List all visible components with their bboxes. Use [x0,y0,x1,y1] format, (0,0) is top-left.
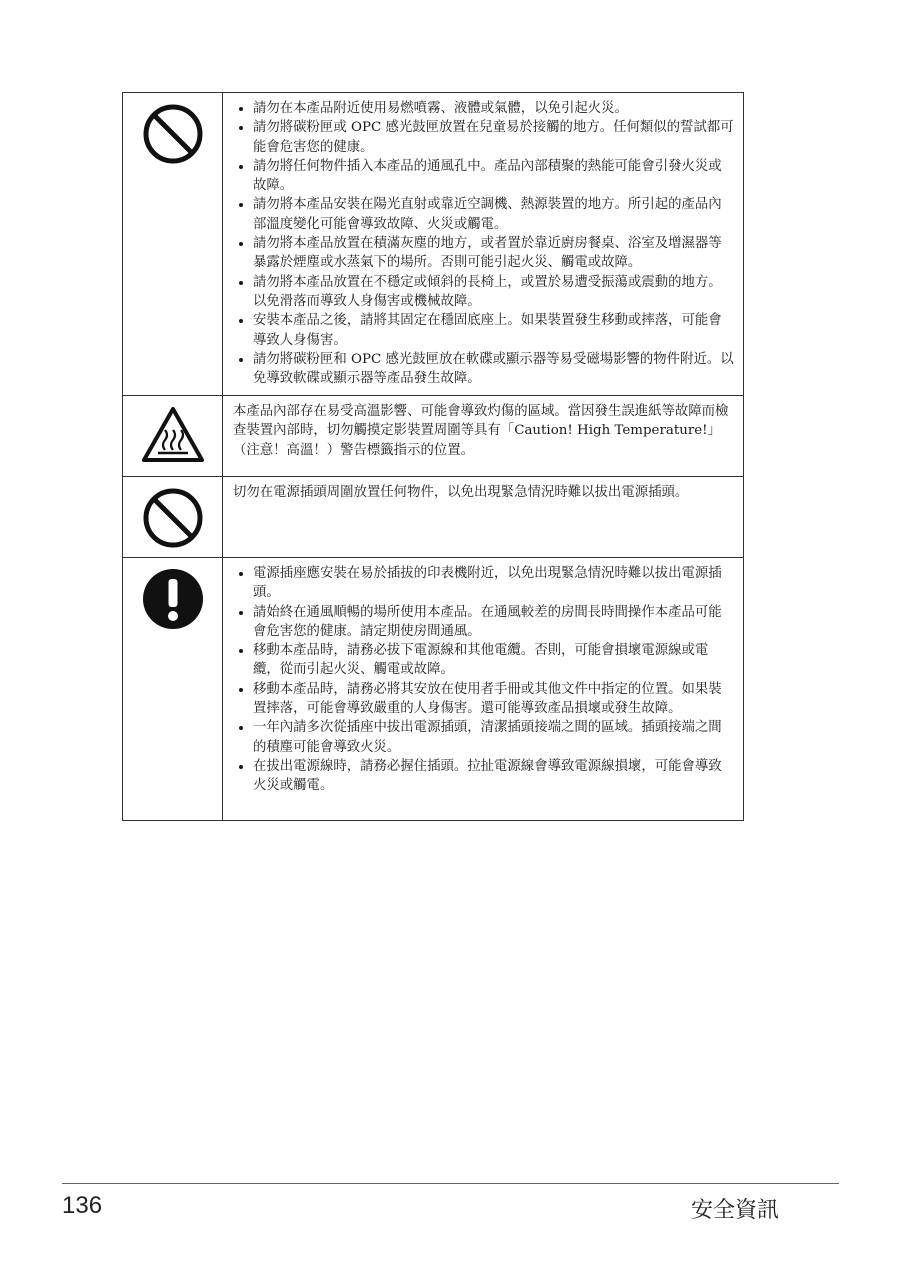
safety-row-hot-surface [123,395,743,476]
list-item: • 電源插座應安裝在易於插拔的印表機附近，以免出現緊急情況時難以拔出電源插頭。 [253,564,735,603]
safety-table [122,92,744,821]
list-item: • 請勿將本產品安裝在陽光直射或靠近空調機、熱源裝置的地方。所引起的產品內部溫度變化可能會導致故障、火災或觸電。 [253,195,735,234]
icon-cell [123,396,223,476]
list-item: • 請勿將本產品放置在積滿灰塵的地方，或者置於靠近廚房餐桌、浴室及增濕器等暴露於煙塵或水蒸氣下的場所。否則可能引起火災、觸電或故障。 [253,234,735,273]
list-item: • 請始終在通風順暢的場所使用本產品。在通風較差的房間長時間操作本產品可能會危害您的健康。請定期使房間通風。 [253,603,735,642]
hot-surface-warning-text: 本產品內部存在易受高溫影響、可能會導致灼傷的區域。當因發生誤進紙等故障而檢查裝置內部時，切勿觸摸定影裝置周圍等具有「Caution! High Temperature!」（注意！高溫！）警告標籤指示的位置。 [233,404,729,458]
icon-cell [123,558,223,820]
prohibition-icon [142,487,204,549]
list-item: • 移動本產品時，請務必拔下電源線和其他電纜。否則，可能會損壞電源線或電纜，從而引起火災、觸電或故障。 [253,641,735,680]
text-cell [223,558,743,820]
safety-row-mandatory [123,557,743,820]
section-title: 安全資訊 [690,1198,779,1223]
list-item: • 請勿將本產品放置在不穩定或傾斜的長椅上，或置於易遭受振蕩或震動的地方。以免滑落而導致人身傷害或機械故障。 [253,273,735,312]
hot-surface-warning-icon [141,406,205,464]
bullet-list [233,99,735,388]
list-item: • 請勿在本產品附近使用易燃噴霧、液體或氣體，以免引起火災。 [253,99,735,118]
text-cell [223,396,743,476]
icon-cell [123,93,223,395]
icon-cell [123,477,223,557]
safety-row-prohibitions [123,93,743,395]
list-item: • 請勿將任何物件插入本產品的通風孔中。產品內部積聚的熱能可能會引發火災或故障。 [253,157,735,196]
text-cell [223,477,743,557]
power-plug-warning-text: 切勿在電源插頭周圍放置任何物件，以免出現緊急情況時難以拔出電源插頭。 [233,485,689,500]
list-item: • 在拔出電源線時，請務必握住插頭。拉扯電源線會導致電源線損壞，可能會導致火災或觸電。 [253,757,735,796]
list-item: • 請勿將碳粉匣和 OPC 感光鼓匣放在軟碟或顯示器等易受磁場影響的物件附近。以免導致軟碟或顯示器等產品發生故障。 [253,350,735,389]
footer-divider [62,1183,839,1184]
bullet-list [233,564,735,796]
page-number: 136 [62,1192,103,1219]
safety-row-power-plug [123,476,743,557]
list-item: • 安裝本產品之後，請將其固定在穩固底座上。如果裝置發生移動或摔落，可能會導致人身傷害。 [253,311,735,350]
prohibition-icon [142,103,204,165]
text-cell [223,93,743,395]
list-item: • 一年內請多次從插座中拔出電源插頭，清潔插頭接端之間的區域。插頭接端之間的積塵可能會導致火災。 [253,718,735,757]
list-item: • 移動本產品時，請務必將其安放在使用者手冊或其他文件中指定的位置。如果裝置摔落，可能會導致嚴重的人身傷害。還可能導致產品損壞或發生故障。 [253,680,735,719]
mandatory-action-icon [142,568,204,630]
list-item: • 請勿將碳粉匣或 OPC 感光鼓匣放置在兒童易於接觸的地方。任何類似的誓試都可能會危害您的健康。 [253,118,735,157]
